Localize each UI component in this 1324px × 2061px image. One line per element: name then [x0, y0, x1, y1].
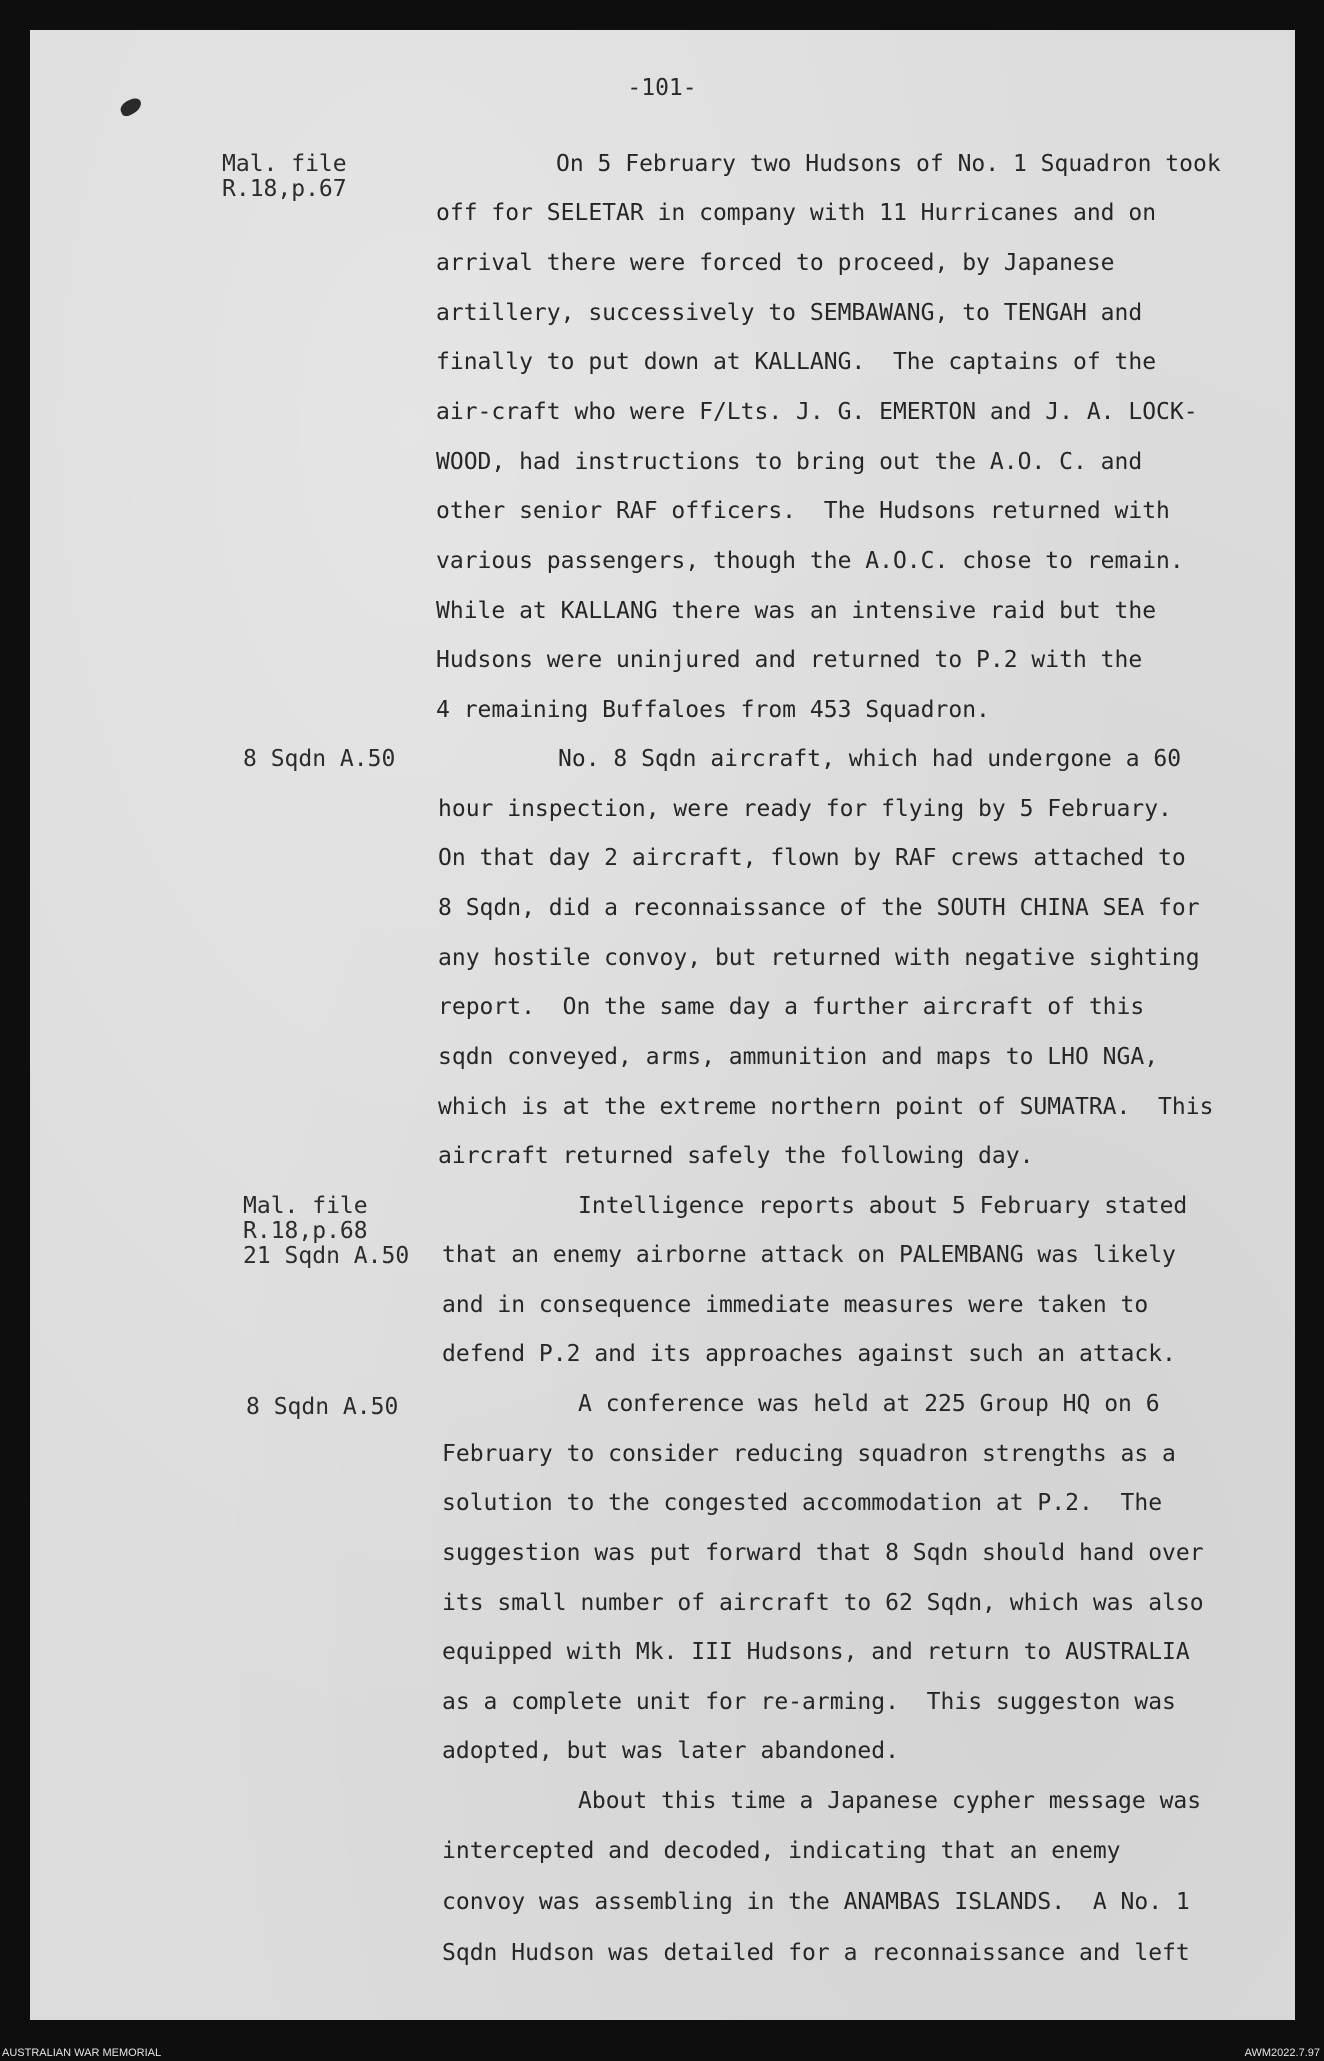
body-line: intercepted and decoded, indicating that an enemy: [442, 1838, 1121, 1864]
body-line: air-craft who were F/Lts. J. G. EMERTON and J. A. LOCK-: [436, 399, 1198, 425]
body-line: various passengers, though the A.O.C. chose to remain.: [436, 548, 1184, 574]
margin-note: 8 Sqdn A.50: [243, 746, 396, 772]
body-line: Intelligence reports about 5 February stated: [578, 1193, 1188, 1219]
body-line: as a complete unit for re-arming. This suggeston was: [442, 1689, 1176, 1715]
body-line: February to consider reducing squadron strengths as a: [442, 1441, 1176, 1467]
body-line: WOOD, had instructions to bring out the A.O. C. and: [436, 449, 1143, 475]
body-line: Hudsons were uninjured and returned to P.2 with the: [436, 647, 1143, 673]
body-line: About this time a Japanese cypher message was: [578, 1788, 1202, 1814]
body-line: off for SELETAR in company with 11 Hurricanes and on: [436, 200, 1157, 226]
body-line: solution to the congested accommodation at P.2. The: [442, 1490, 1163, 1516]
body-line: 8 Sqdn, did a reconnaissance of the SOUTH CHINA SEA for: [438, 895, 1200, 921]
body-line: 4 remaining Buffaloes from 453 Squadron.: [436, 697, 990, 723]
margin-note: 8 Sqdn A.50: [246, 1394, 399, 1420]
body-line: which is at the extreme northern point of SUMATRA. This: [438, 1094, 1214, 1120]
page-number: -101-: [627, 75, 697, 101]
document-page: [30, 30, 1295, 2020]
body-line: suggestion was put forward that 8 Sqdn should hand over: [442, 1540, 1204, 1566]
body-line: aircraft returned safely the following day.: [438, 1143, 1034, 1169]
body-line: artillery, successively to SEMBAWANG, to TENGAH and: [436, 300, 1143, 326]
body-line: equipped with Mk. III Hudsons, and return to AUSTRALIA: [442, 1639, 1190, 1665]
body-line: finally to put down at KALLANG. The captains of the: [436, 349, 1157, 375]
body-line: defend P.2 and its approaches against such an attack.: [442, 1341, 1176, 1367]
margin-note: Mal. file R.18,p.68 21 Sqdn A.50: [243, 1193, 410, 1269]
body-line: that an enemy airborne attack on PALEMBANG was likely: [442, 1242, 1176, 1268]
body-line: its small number of aircraft to 62 Sqdn, which was also: [442, 1590, 1204, 1616]
margin-note: Mal. file R.18,p.67: [222, 151, 347, 202]
body-line: hour inspection, were ready for flying by 5 February.: [438, 796, 1172, 822]
body-line: report. On the same day a further aircraft of this: [438, 994, 1145, 1020]
body-line: convoy was assembling in the ANAMBAS ISLANDS. A No. 1: [442, 1889, 1190, 1915]
body-line: While at KALLANG there was an intensive raid but the: [436, 598, 1157, 624]
body-line: sqdn conveyed, arms, ammunition and maps to LHO NGA,: [438, 1044, 1159, 1070]
footer-right: AWM2022.7.97: [1244, 2047, 1320, 2059]
body-line: arrival there were forced to proceed, by Japanese: [436, 250, 1115, 276]
body-line: A conference was held at 225 Group HQ on 6: [578, 1391, 1160, 1417]
body-line: any hostile convoy, but returned with negative sighting: [438, 945, 1200, 971]
body-line: adopted, but was later abandoned.: [442, 1738, 899, 1764]
body-line: and in consequence immediate measures were taken to: [442, 1292, 1149, 1318]
body-line: On 5 February two Hudsons of No. 1 Squadron took: [556, 151, 1221, 177]
footer-left: AUSTRALIAN WAR MEMORIAL: [2, 2047, 162, 2059]
body-line: Sqdn Hudson was detailed for a reconnaissance and left: [442, 1940, 1190, 1966]
body-line: On that day 2 aircraft, flown by RAF crews attached to: [438, 845, 1186, 871]
body-line: No. 8 Sqdn aircraft, which had undergone a 60: [558, 746, 1182, 772]
body-line: other senior RAF officers. The Hudsons returned with: [436, 498, 1170, 524]
